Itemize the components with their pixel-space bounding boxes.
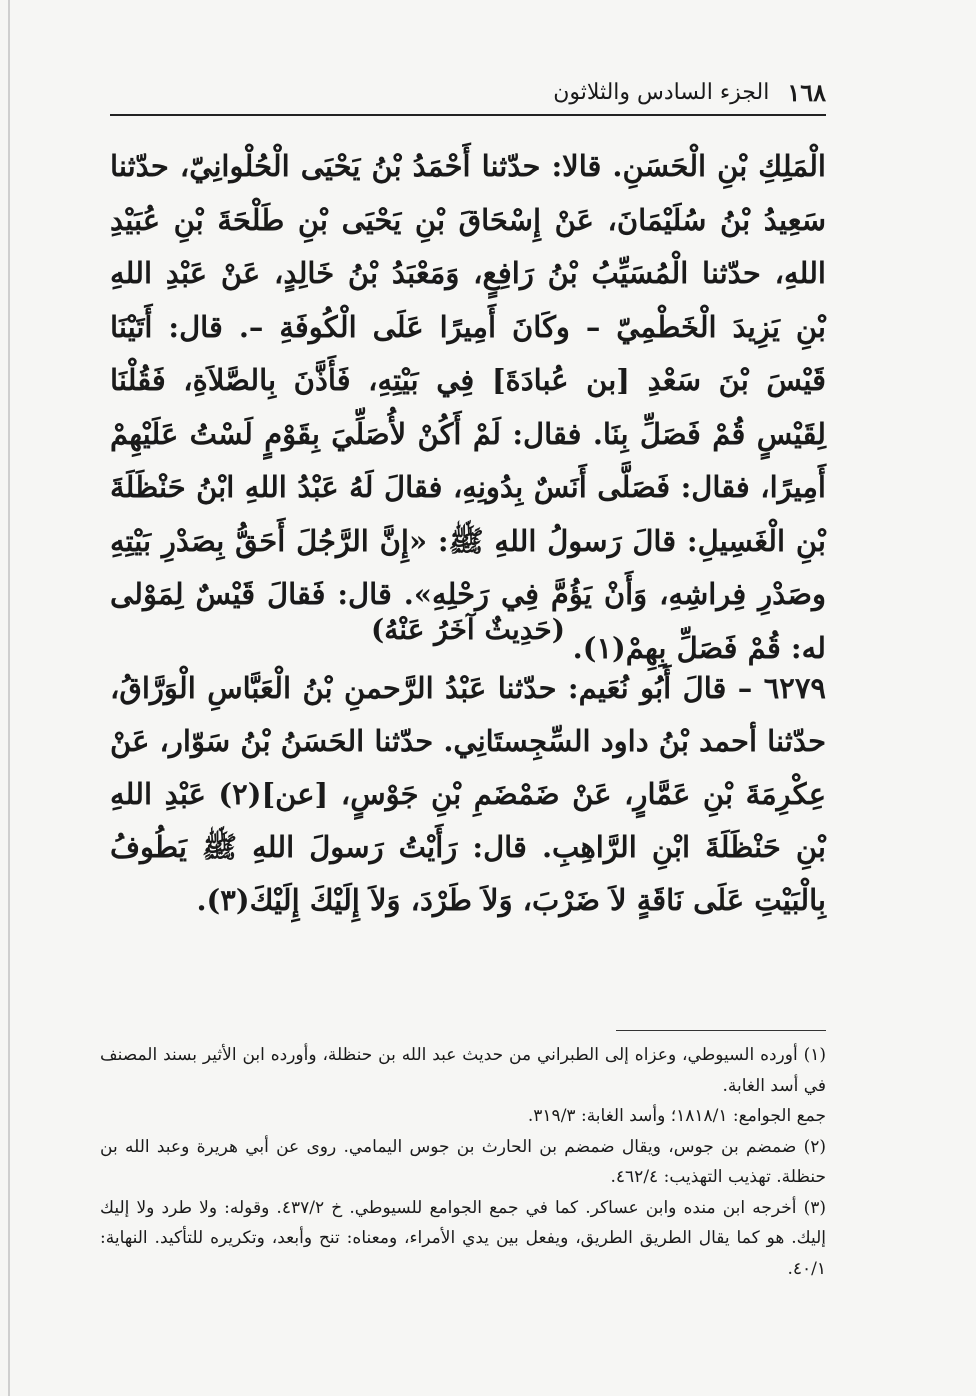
section-heading: (حَدِيثٌ آخَرُ عَنْهُ) <box>371 613 565 646</box>
footnote-1: (١) أورده السيوطي، وعزاه إلى الطبراني من حديث عبد الله بن حنظلة، وأورده ابن الأثير بسند المصنف في أسد الغابة. <box>100 1045 826 1096</box>
running-header <box>110 72 826 112</box>
main-paragraph-2 <box>110 662 826 927</box>
hadith-text: – قالَ أَبُو نُعَيم: حدّثنا عَبْدُ الرَّحمنِ بْنُ الْعَبَّاسِ الْوَرَّاقُ، حدّثنا أحمد بْنُ داود السِّجِستَانِي. حدّثنا الحَسَنُ بْنُ سَوّار، عَنْ عِكْرِمَةَ بْنِ عَمَّارٍ، عَنْ ضَمْضَمِ بْنِ جَوْسٍ، [عن](٢) عَبْدِ اللهِ بْنِ حَنْظَلَةَ ابْنِ الرَّاهِبِ. قال: رَأَيْتُ رَسولَ اللهِ ﷺ يَطُوفُ بِالْبَيْتِ عَلَى نَاقَةٍ لاَ ضَرْبَ، وَلاَ طَرْدَ، وَلاَ إِلَيْكَ إِلَيْكَ(٣). <box>110 671 826 917</box>
hadith-number: ٦٢٧٩ <box>763 671 826 705</box>
page-number: ١٦٨ <box>787 77 826 107</box>
page-edge-line <box>8 0 10 1396</box>
footnote-1-ref: جمع الجوامع: ١٨١٨/١؛ وأسد الغابة: ٣١٩/٣. <box>527 1106 826 1126</box>
footnote-rule <box>616 1030 826 1031</box>
footnote-3: (٣) أخرجه ابن منده وابن عساكر. كما في جمع الجوامع للسيوطي. خ ٤٣٧/٢. وقوله: ولا طرد ولا إليك إليك. هو كما يقال الطريق الطريق، ويفعل بين يدي الأمراء، ومعناه: تنح وأبعد، وتكريره للتأكيد. النهاية: ٤٠/١. <box>100 1197 826 1279</box>
header-rule <box>110 114 826 116</box>
footnotes <box>100 1040 826 1284</box>
footnote-2: (٢) ضمضم بن جوس، ويقال ضمضم بن الحارث بن جوس اليمامي. روى عن أبي هريرة وعبد الله بن حنظلة. تهذيب التهذيب: ٤٦٢/٤. <box>100 1136 826 1187</box>
volume-title: الجزء السادس والثلاثون <box>553 79 770 105</box>
main-paragraph-1: الْمَلِكِ بْنِ الْحَسَنِ. قالا: حدّثنا أَحْمَدُ بْنُ يَحْيَى الْحُلْوانِيّ، حدّثنا سَعِيدُ بْنُ سُلَيْمَانَ، عَنْ إِسْحَاقَ بْنِ يَحْيَى بْنِ طَلْحَةَ بْنِ عُبَيْدِ اللهِ، حدّثنا الْمُسَيِّبُ بْنُ رَافِعٍ، وَمَعْبَدُ بْنُ خَالِدٍ، عَنْ عَبْدِ اللهِ بْنِ يَزِيدَ الْخَطْمِيّ – وكَانَ أَمِيرًا عَلَى الْكُوفَةِ –. قال: أَتَيْنَا قَيْسَ بْنَ سَعْدِ [بن عُبادَةَ] فِي بَيْتِهِ، فَأَذَّنَ بِالصَّلاَةِ، فَقُلْنَا لِقَيْسٍ قُمْ فَصَلِّ بِنَا. فقال: لَمْ أَكُنْ لأُصَلِّيَ بِقَوْمٍ لَسْتُ عَلَيْهِمْ أَمِيرًا، فقال: فَصَلَّى أَنَسٌ بِدُونِهِ، فقالَ لَهُ عَبْدُ اللهِ ابْنُ حَنْظَلَةَ بْنِ الْغَسِيلِ: قالَ رَسولُ اللهِ ﷺ: «إِنَّ الرَّجُلَ أَحَقُّ بِصَدْرِ بَيْتِهِ وصَدْرِ فِراشِهِ، وَأَنْ يَؤُمَّ فِي رَحْلِهِ». قال: فَقالَ قَيْسٌ لِمَوْلى له: قُمْ فَصَلِّ بِهِمْ(١). <box>110 149 826 665</box>
